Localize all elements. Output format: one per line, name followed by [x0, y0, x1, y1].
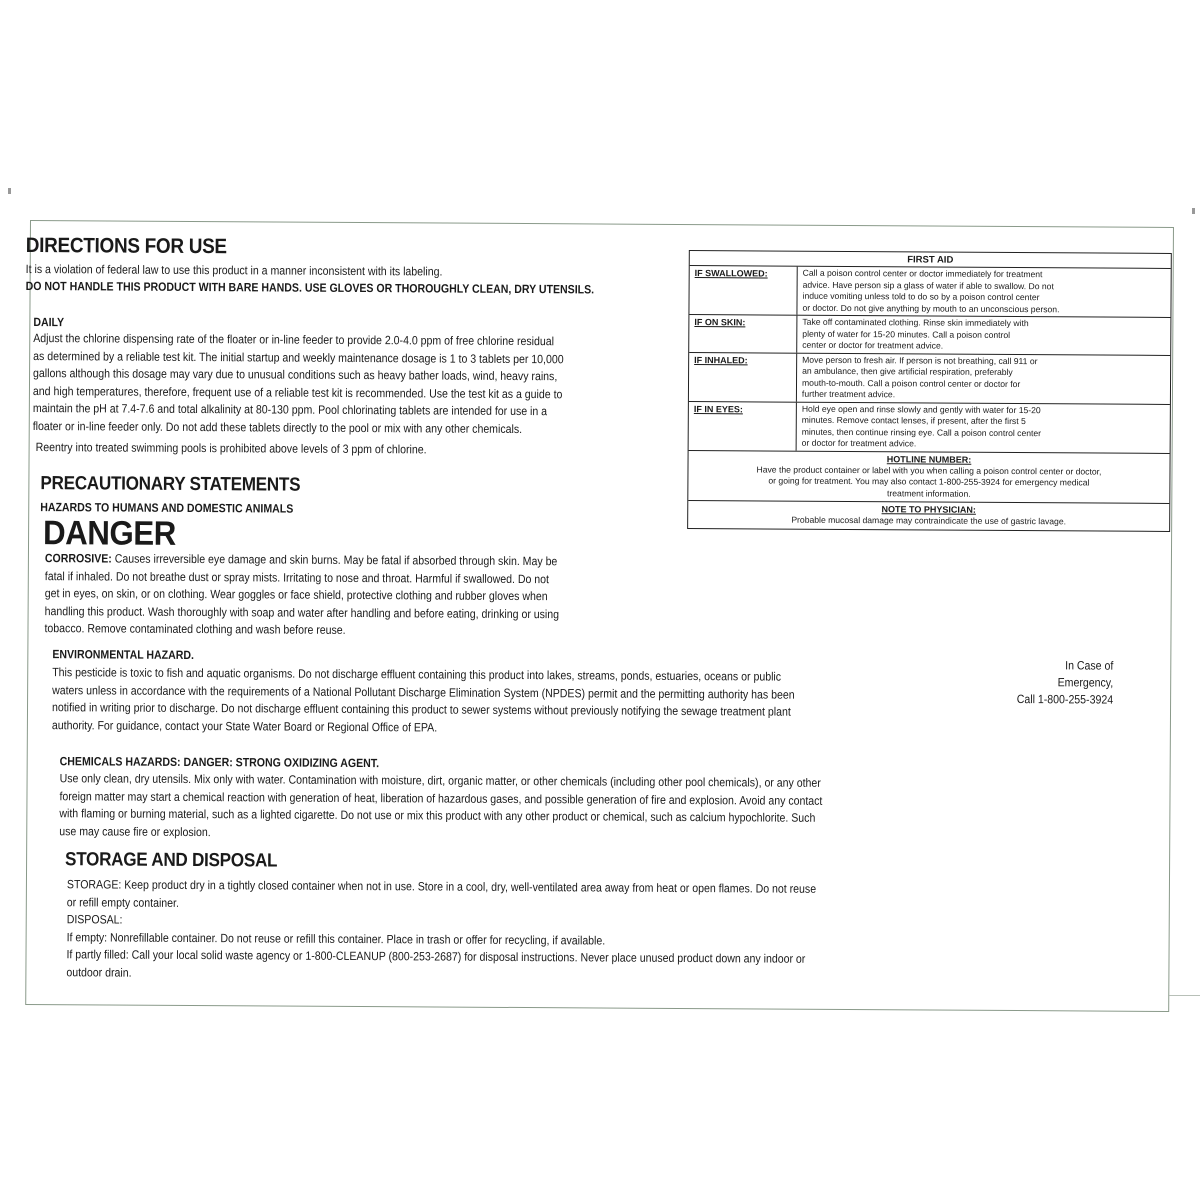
instruction-line: plenty of water for 15-20 minutes. Call a poison control	[802, 328, 1011, 340]
hotline-line: Have the product container or label with you when calling a poison control center or doctor,	[756, 463, 1102, 477]
instruction-line: induce vomiting unless told to do so by a poison control center	[802, 290, 1040, 303]
corrosive-line: tobacco. Remove contaminated clothing and wash before reuse.	[44, 621, 346, 637]
storage-heading: STORAGE AND DISPOSAL	[65, 849, 278, 872]
chemical-line: Use only clean, dry utensils. Mix only with water. Contamination with moisture, dirt, organic matter, or other chemicals (including other pool chemicals), or any other	[59, 771, 821, 790]
daily-line: maintain the pH at 7.4-7.6 and total alkalinity at 80-130 ppm. Pool chlorinating tablets are intended for use in a	[32, 401, 548, 419]
instruction-line: advice. Have person sip a glass of water if able to swallow. Do not	[802, 279, 1054, 291]
emergency-line: In Case of Emergency,	[1057, 658, 1114, 690]
instruction-line: further treatment advice.	[801, 388, 896, 400]
instruction-line: center or doctor for treatment advice.	[802, 339, 944, 351]
first-aid-row-eyes	[689, 402, 1170, 454]
daily-line: and high temperatures, therefore, frequent use of a reliable test kit is recommended. Use the test kit as a guide to	[32, 383, 563, 401]
signal-word: DANGER	[42, 514, 176, 553]
environmental-line: This pesticide is toxic to fish and aquatic organisms. Do not discharge effluent containing this product into lakes, streams, ponds, estuaries, oceans or public	[52, 665, 782, 684]
directions-heading: DIRECTIONS FOR USE	[25, 233, 227, 259]
chemical-line: use may cause fire or explosion.	[59, 823, 211, 839]
hazards-subheading: HAZARDS TO HUMANS AND DOMESTIC ANIMALS	[40, 500, 294, 516]
environmental-heading: ENVIRONMENTAL HAZARD.	[52, 647, 194, 663]
chemical-line: with flaming or burning material, such as a lighted cigarette. Do not use or mix this product with any other product or chemical, such as calcium hypochlorite. Such	[59, 806, 816, 825]
daily-line: Adjust the chlorine dispensing rate of the floater or in-line feeder to provide 2.0-4.0 ppm of free chlorine residual	[33, 331, 554, 349]
disposal-partly-line: outdoor drain.	[66, 964, 132, 980]
storage-line: STORAGE: Keep product dry in a tightly closed container when not in use. Store in a cool, dry, well-ventilated area away from heat or open flames. Do not reuse	[66, 877, 817, 896]
physician-title: NOTE TO PHYSICIAN:	[881, 504, 976, 515]
instruction-line: mouth-to-mouth. Call a poison control center or doctor for	[801, 377, 1021, 389]
emergency-contact	[1007, 657, 1113, 709]
storage-line: or refill empty container.	[66, 894, 179, 910]
first-aid-key: IF IN EYES:	[689, 402, 797, 451]
storage-statement	[66, 876, 999, 987]
instruction-line: Take off contaminated clothing. Rinse skin immediately with	[802, 316, 1029, 329]
first-aid-row-inhaled	[689, 353, 1170, 405]
first-aid-title: FIRST AID	[690, 251, 1171, 269]
hotline-section	[688, 451, 1169, 504]
instruction-line: minutes. Remove contact lenses, if present, after the first 5	[801, 414, 1026, 427]
first-aid-instructions	[797, 316, 1170, 355]
first-aid-table	[687, 250, 1172, 531]
corrosive-line: handling this product. Wash thoroughly with soap and water after handling and before eating, drinking or using	[44, 603, 560, 621]
corrosive-statement	[44, 550, 687, 641]
environmental-statement	[52, 664, 985, 740]
environmental-line: authority. For guidance, contact your State Water Board or Regional Office of EPA.	[51, 717, 438, 734]
daily-line: as determined by a reliable test kit. The initial startup and weekly maintenance dosage is 1 to 3 tablets per 10,000	[33, 348, 564, 366]
crop-mark	[1192, 208, 1195, 214]
instruction-line: an ambulance, then give artificial respiration, preferably	[802, 365, 1013, 378]
daily-heading: DAILY	[33, 315, 65, 330]
daily-line: floater or in-line feeder only. Do not add these tablets directly to the pool or mix with any other chemicals.	[32, 418, 523, 436]
label-panel	[25, 220, 1174, 1012]
first-aid-key: IF SWALLOWED:	[689, 266, 797, 315]
first-aid-key: IF INHALED:	[689, 353, 797, 402]
first-aid-row-swallowed	[689, 266, 1170, 318]
emergency-phone: Call 1-800-255-3924	[1016, 692, 1114, 707]
violation-statement: It is a violation of federal law to use this product in a manner inconsistent with its labeling.	[25, 261, 443, 279]
corrosive-line: fatal if inhaled. Do not breathe dust or spray mists. Irritating to nose and throat. Harmful if swallowed. Do not	[44, 568, 550, 586]
first-aid-key: IF ON SKIN:	[689, 315, 797, 352]
instruction-line: or doctor for treatment advice.	[801, 437, 917, 449]
instruction-line: Call a poison control center or doctor immediately for treatment	[802, 267, 1043, 280]
crop-mark	[8, 188, 11, 194]
first-aid-instructions	[797, 353, 1170, 403]
daily-instructions	[33, 330, 685, 439]
corrosive-line: Causes irreversible eye damage and skin burns. May be fatal if absorbed through skin. May be	[111, 551, 558, 569]
handling-warning: DO NOT HANDLE THIS PRODUCT WITH BARE HANDS. USE GLOVES OR THOROUGHLY CLEAN, DRY UTENSILS.	[25, 278, 595, 297]
corrosive-line: get in eyes, on skin, or on clothing. Wear goggles or face shield, protective clothing and rubber gloves when	[44, 586, 548, 604]
hotline-line: treatment information.	[887, 487, 971, 499]
hotline-line: or going for treatment. You may also contact 1-800-255-3924 for emergency medical	[768, 475, 1090, 488]
first-aid-instructions	[797, 267, 1170, 317]
environmental-line: waters unless in accordance with the requirements of a National Pollutant Discharge Elimination System (NPDES) permit and the permitting authority has been	[52, 682, 795, 702]
corrosive-lead: CORROSIVE:	[44, 551, 112, 566]
chemical-hazards-heading: CHEMICALS HAZARDS: DANGER: STRONG OXIDIZING AGENT.	[59, 754, 380, 771]
disposal-empty-line: If empty: Nonrefillable container. Do not reuse or refill this container. Place in trash or offer for recycling, if available.	[66, 929, 606, 948]
environmental-line: notified in writing prior to discharge. Do not discharge effluent containing this product to sewer systems without previously notifying the sewage treatment plant	[51, 700, 791, 719]
physician-note: Probable mucosal damage may contraindicate the use of gastric lavage.	[791, 514, 1067, 527]
chemical-hazards-statement	[59, 770, 992, 846]
hotline-title: HOTLINE NUMBER:	[886, 453, 972, 465]
precautionary-heading: PRECAUTIONARY STATEMENTS	[40, 473, 301, 496]
instruction-line: Move person to fresh air. If person is not breathing, call 911 or	[802, 354, 1038, 366]
first-aid-row-skin	[689, 315, 1170, 355]
daily-line: gallons although this dosage may vary due to unusual conditions such as heavy bather loads, wind, heavy rains,	[33, 366, 558, 384]
chemical-line: foreign matter may start a chemical reaction with generation of heat, liberation of hazardous gases, and possible generation of fire and explosion. Avoid any contact	[59, 788, 823, 808]
instruction-line: Hold eye open and rinse slowly and gently with water for 15-20	[801, 403, 1041, 415]
disposal-label: DISPOSAL:	[66, 912, 123, 927]
disposal-partly-line: If partly filled: Call your local solid waste agency or 1-800-CLEANUP (800-253-2687) for disposal instructions. Never place unused product down any indoor or	[66, 947, 806, 966]
physician-section	[688, 501, 1169, 530]
instruction-line: minutes, then continue rinsing eye. Call a poison control center	[801, 426, 1042, 438]
instruction-line: or doctor. Do not give anything by mouth to an unconscious person.	[802, 302, 1060, 314]
first-aid-instructions	[797, 402, 1170, 452]
reentry-statement: Reentry into treated swimming pools is prohibited above levels of 3 ppm of chlorine.	[35, 440, 427, 457]
